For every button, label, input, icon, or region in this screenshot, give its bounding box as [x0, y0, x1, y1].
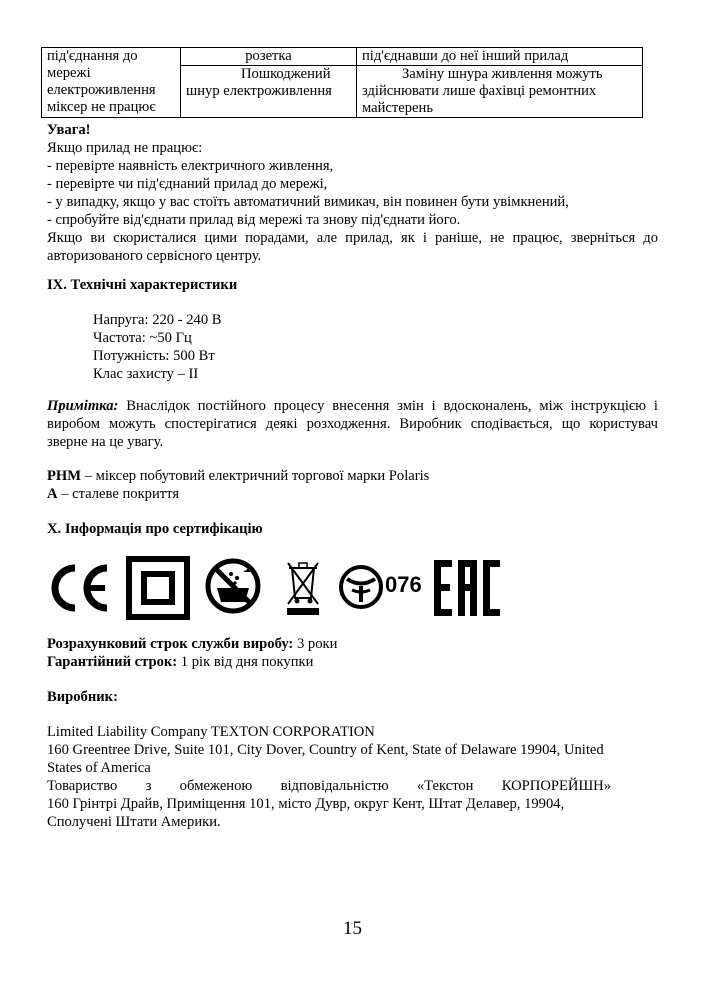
table-row — [42, 48, 643, 66]
service-life-label: Розрахунковий строк служби виробу: — [47, 636, 294, 652]
cert-number: 076 — [385, 572, 422, 597]
cell-line: мережі — [47, 65, 91, 81]
eac-mark-icon — [432, 558, 504, 618]
manufacturer-title: Виробник: — [47, 689, 118, 705]
warranty-label: Гарантійний строк: — [47, 654, 178, 670]
attention-title: Увага! — [47, 122, 91, 138]
table-cell-solution: під'єднавши до неї інший прилад — [357, 48, 643, 66]
double-insulation-icon — [126, 556, 190, 620]
service-info — [47, 635, 658, 671]
code-desc: – міксер побутовий електричний торгової марки Polaris — [81, 468, 430, 484]
weee-crossed-bin-icon — [283, 558, 323, 618]
manufacturer-info — [47, 723, 658, 831]
code-line — [47, 485, 658, 503]
note-paragraph — [47, 397, 658, 451]
spec-list — [93, 311, 222, 383]
cell-line: міксер не працює — [47, 99, 156, 115]
model-codes — [47, 467, 658, 503]
address-ua-line: 160 Грінтрі Драйв, Приміщення 101, місто Дувр, округ Кент, Штат Делавер, 19904, — [47, 796, 565, 812]
attention-item: - спробуйте від'єднати прилад від мережі та знову під'єднати його. — [47, 212, 461, 228]
section-title: X. Інформація про сертифікацію — [47, 521, 263, 537]
company-ua-word: Товариство — [47, 778, 118, 794]
address-ua-line: Сполучені Штати Америки. — [47, 814, 221, 830]
ce-mark-icon — [49, 562, 111, 614]
company-ua-word: «Текстон — [416, 778, 474, 794]
page-number: 15 — [343, 918, 362, 939]
attention-closing: Якщо ви скористалися цими порадами, але прилад, як і раніше, не працює, зверніться до авторизованого сервісного центру. — [47, 230, 658, 264]
attention-intro: Якщо прилад не працює: — [47, 140, 203, 156]
code-label: A — [47, 486, 58, 502]
troubleshooting-table — [41, 47, 643, 118]
table-cell-solution: Заміну шнура живлення можуть здійснювати лише фахівці ремонтних майстерень — [357, 66, 643, 118]
attention-block — [47, 121, 658, 265]
company-ua-word: КОРПОРЕЙШН» — [501, 778, 611, 794]
note-label: Примітка: — [47, 398, 119, 414]
spec-item: Частота: ~50 Гц — [93, 330, 192, 346]
company-en: Limited Liability Company TEXTON CORPORATION — [47, 724, 375, 740]
section-9-heading — [47, 276, 658, 294]
section-title: IX. Технічні характеристики — [47, 277, 238, 293]
not-for-dishwasher-icon — [205, 558, 261, 614]
manufacturer-heading — [47, 688, 658, 706]
warranty-line — [47, 653, 658, 671]
address-en-line: States of America — [47, 760, 151, 776]
code-label: PHM — [47, 468, 82, 484]
service-life-value: 3 роки — [293, 636, 338, 652]
attention-item: - у випадку, якщо у вас стоїть автоматичний вимикач, він повинен бути увімкнений, — [47, 194, 569, 210]
attention-item: - перевірте чи під'єднаний прилад до мережі, — [47, 176, 328, 192]
attention-item: - перевірте наявність електричного живлення, — [47, 158, 334, 174]
spec-item: Потужність: 500 Вт — [93, 348, 215, 364]
table-cell-cause: розетка — [181, 48, 357, 66]
note-text: Внаслідок постійного процесу внесення змін і вдосконалень, між інструкцією і виробом можуть спостерігатися деякі розходження. Виробник сподівається, що користувач зверне на це увагу. — [47, 398, 658, 450]
cell-line: електроживлення — [47, 82, 156, 98]
ukraine-conformity-icon — [338, 564, 384, 610]
warranty-value: 1 рік від дня покупки — [177, 654, 314, 670]
company-ua-word: з — [145, 778, 152, 794]
service-life-line — [47, 635, 658, 653]
cell-line: під'єднання до — [47, 48, 138, 64]
address-en-line: 160 Greentree Drive, Suite 101, City Dover, Country of Kent, State of Delaware 19904, United — [47, 742, 604, 758]
spec-item: Напруга: 220 - 240 В — [93, 312, 222, 328]
code-line — [47, 467, 658, 485]
section-10-heading — [47, 520, 658, 538]
code-desc: – сталеве покриття — [57, 486, 180, 502]
spec-item: Клас захисту – II — [93, 366, 199, 382]
table-cell-cause: Пошкоджений шнур електроживлення — [181, 66, 357, 118]
company-ua-word: відповідальністю — [280, 778, 389, 794]
table-cell-problem — [42, 48, 181, 118]
company-ua — [47, 777, 611, 795]
company-ua-word: обмеженою — [179, 778, 253, 794]
